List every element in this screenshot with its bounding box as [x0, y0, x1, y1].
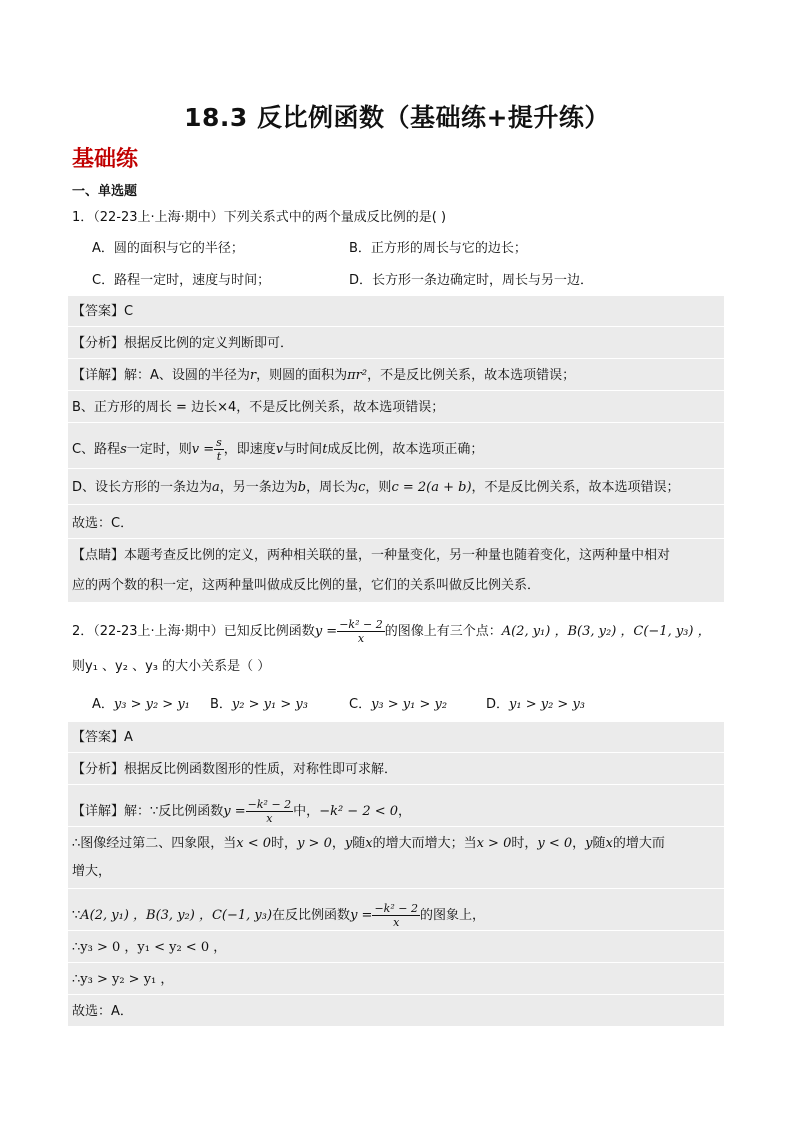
math: y = [223, 804, 246, 819]
divider [68, 752, 724, 753]
math: y₃ > y₂ > y₁ [113, 697, 190, 712]
text: 与时间 [283, 442, 323, 457]
denominator: x [393, 916, 400, 929]
text: 中， [293, 804, 320, 819]
numerator: −k² − 2 [339, 618, 383, 631]
q2-stem [72, 618, 711, 645]
q2-analysis: 【分析】根据反比例函数图形的性质，对称性即可求解． [72, 762, 398, 777]
text: D． [486, 697, 510, 712]
q2-detail-2b: 增大， [72, 864, 112, 879]
q1-choose: 故选：C． [72, 516, 134, 531]
math: v = [191, 442, 215, 457]
text: B． [210, 697, 232, 712]
q2-detail-4: ∴y₃ > 0 ，y₁ < y₂ < 0 ， [72, 940, 227, 955]
divider [68, 888, 724, 889]
numerator: s [216, 436, 222, 449]
math: c [358, 480, 366, 495]
q1-option-b: B．正方形的周长与它的边长； [349, 241, 527, 256]
q2-detail-5: ∴y₃ > y₂ > y₁ ， [72, 972, 174, 987]
text: ∵ [72, 908, 81, 923]
text: ，不是反比例关系，故本选项错误； [367, 368, 576, 383]
math: a [212, 480, 220, 495]
math: x [605, 836, 613, 851]
q2-option-a [92, 697, 190, 713]
text: 的增大而增大；当 [372, 836, 477, 851]
text: 随 [592, 836, 606, 851]
q2-detail-2 [72, 836, 665, 852]
q1-detail-1 [72, 368, 575, 384]
text: 【详解】解：A、设圆的半径为 [72, 368, 250, 383]
math: A(2, y₁) ，B(3, y₂) ，C(−1, y₃) ， [501, 624, 711, 639]
math: −k² − 2 < 0 [319, 804, 399, 819]
q1-detail-3 [72, 436, 483, 463]
q1-detail-2: B、正方形的周长 = 边长×4，不是反比例关系，故本选项错误； [72, 400, 445, 415]
math: y > 0 [297, 836, 332, 851]
denominator: x [266, 812, 273, 825]
math: y = [314, 624, 338, 639]
math: y = [350, 908, 373, 923]
page-title: 18.3 反比例函数（基础练+提升练） [184, 103, 610, 132]
fraction [246, 798, 294, 825]
text: ，不是反比例关系，故本选项错误； [471, 480, 680, 495]
text: C、路程 [72, 442, 121, 457]
math: y₂ > y₁ > y₃ [231, 697, 308, 712]
text: 【详解】解：∵反比例函数 [72, 804, 224, 819]
math: r [249, 368, 257, 383]
math: πr² [347, 368, 368, 383]
text: C． [349, 697, 372, 712]
q1-solution-box [68, 296, 724, 602]
divider [68, 826, 724, 827]
q2-option-b [210, 697, 308, 713]
math: y [344, 836, 353, 851]
text: ， [398, 804, 412, 819]
q2-detail-1 [72, 798, 411, 825]
text: 2．（22-23上·上海·期中）已知反比例函数 [72, 624, 315, 639]
q1-option-a: A．圆的面积与它的半径； [92, 241, 244, 256]
q2-choose: 故选：A． [72, 1004, 133, 1019]
divider [68, 468, 724, 469]
divider [68, 962, 724, 963]
math: y < 0 [537, 836, 573, 851]
text: 时， [271, 836, 298, 851]
text: D、设长方形的一条边为 [72, 480, 213, 495]
q2-detail-3 [72, 902, 485, 929]
math: s [120, 442, 127, 457]
text: ，周长为 [306, 480, 359, 495]
denominator: x [357, 632, 365, 645]
math: x < 0 [236, 836, 272, 851]
divider [68, 504, 724, 505]
numerator: −k² − 2 [247, 798, 292, 811]
numerator: −k² − 2 [374, 902, 418, 915]
q1-option-d: D．长方形一条边确定时，周长与另一边． [349, 273, 594, 288]
q1-analysis: 【分析】根据反比例的定义判断即可． [72, 336, 294, 351]
text: ，则圆的面积为 [256, 368, 348, 383]
q2-answer: 【答案】A [72, 730, 133, 745]
text: ， [572, 836, 586, 851]
fraction [372, 902, 420, 929]
fraction [337, 618, 385, 645]
divider [68, 930, 724, 931]
text: 的图象上， [419, 908, 485, 923]
text: ， [331, 836, 345, 851]
math: x > 0 [476, 836, 512, 851]
math: c = 2(a + b) [391, 480, 472, 495]
divider [68, 994, 724, 995]
text: 的增大而 [612, 836, 665, 851]
fraction [214, 436, 224, 463]
math: y₃ > y₁ > y₂ [371, 697, 448, 712]
text: A． [92, 697, 114, 712]
q1-point-2: 应的两个数的积一定，这两种量叫做成反比例的量，它们的关系叫做反比例关系． [72, 578, 541, 593]
divider [68, 326, 724, 327]
text: ，则 [365, 480, 392, 495]
math: A(2, y₁) ，B(3, y₂) ，C(−1, y₃) [80, 908, 273, 923]
q1-detail-4 [72, 480, 680, 496]
divider [68, 422, 724, 423]
math: x [365, 836, 373, 851]
text: 一定时，则 [126, 442, 192, 457]
denominator: t [216, 450, 222, 463]
text: 成反比例，故本选项正确； [327, 442, 484, 457]
divider [68, 784, 724, 785]
q1-option-c: C．路程一定时，速度与时间； [92, 273, 271, 288]
math: b [297, 480, 307, 495]
subsection-heading: 一、单选题 [72, 184, 138, 199]
text: ，另一条边为 [219, 480, 298, 495]
text: 时， [511, 836, 538, 851]
q1-point-1: 【点睛】本题考查反比例的定义，两种相关联的量，一种量变化，另一种量也随着变化，这两种量中相对 [72, 548, 671, 563]
q2-solution-box [68, 722, 724, 1026]
divider [68, 538, 724, 539]
q2-stem-2: 则y₁ 、y₂ 、y₃ 的大小关系是（ ） [72, 659, 271, 674]
math: t [322, 442, 328, 457]
math: y₁ > y₂ > y₃ [509, 697, 585, 712]
divider [68, 390, 724, 391]
math: v [275, 442, 284, 457]
text: 的图像上有三个点： [384, 624, 502, 639]
q2-option-c [349, 697, 447, 713]
text: 在反比例函数 [272, 908, 351, 923]
text: ，即速度 [223, 442, 276, 457]
q2-option-d [486, 697, 585, 713]
q1-stem: 1．（22-23上·上海·期中）下列关系式中的两个量成反比例的是( ) [72, 210, 447, 225]
text: ∴图像经过第二、四象限，当 [72, 836, 237, 851]
divider [68, 358, 724, 359]
q1-answer: 【答案】C [72, 304, 134, 319]
math: y [585, 836, 593, 851]
text: 随 [352, 836, 366, 851]
section-heading: 基础练 [72, 146, 139, 172]
